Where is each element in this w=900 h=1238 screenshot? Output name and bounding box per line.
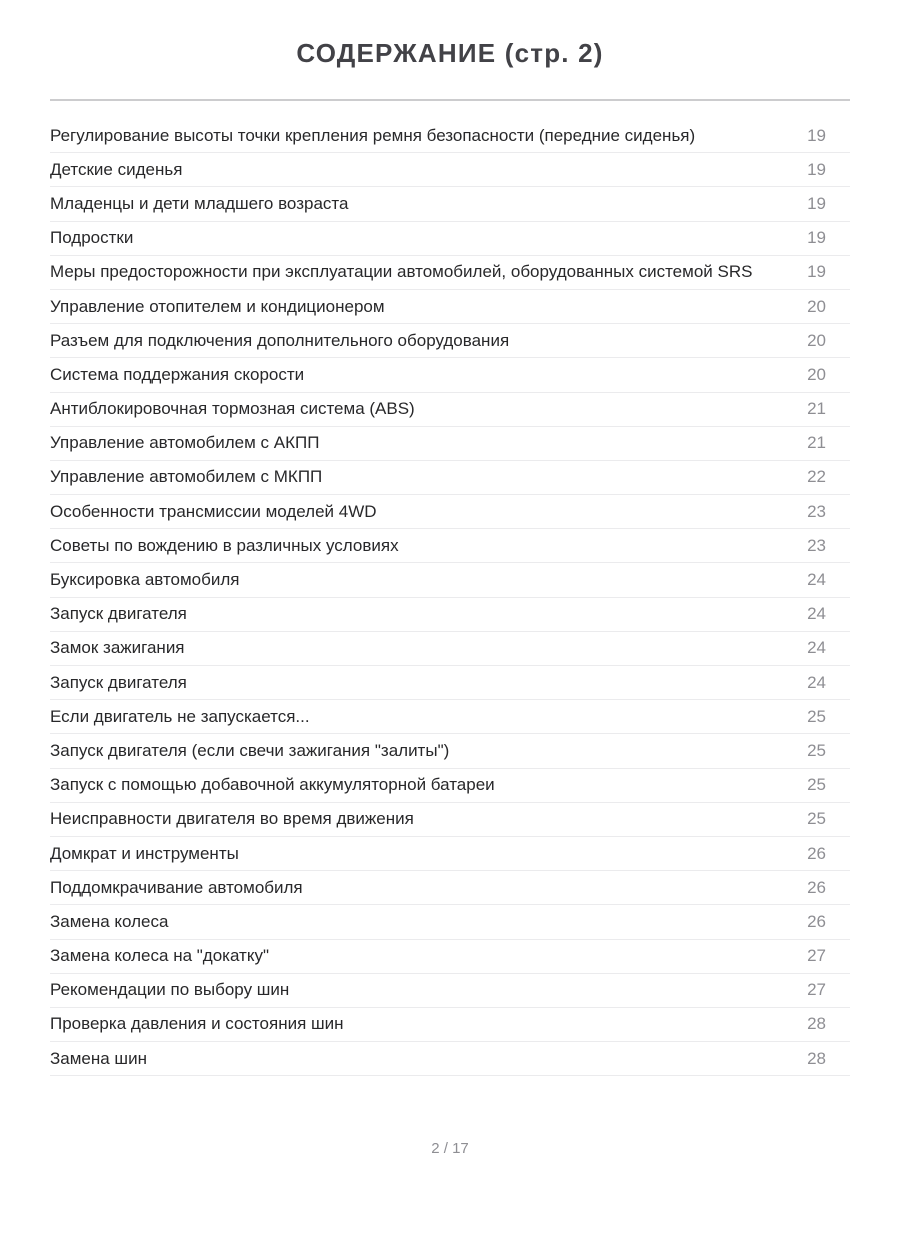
- toc-entry-title: Детские сиденья: [50, 159, 183, 179]
- toc-entry-page: 21: [807, 399, 826, 419]
- toc-row[interactable]: [50, 632, 850, 666]
- toc-entry-title: Подростки: [50, 228, 134, 248]
- toc-entry-page: 25: [807, 740, 826, 760]
- toc-entry-title: Регулирование высоты точки крепления ремня безопасности (передние сиденья): [50, 125, 696, 145]
- toc-entry-page: 23: [807, 535, 826, 555]
- toc-row[interactable]: [50, 837, 850, 871]
- toc-entry-title: Замена шин: [50, 1048, 147, 1068]
- toc-entry-page: 26: [807, 877, 826, 897]
- toc-row[interactable]: [50, 358, 850, 392]
- toc-entry-page: 22: [807, 467, 826, 487]
- toc-row[interactable]: [50, 563, 850, 597]
- toc-entry-title: Рекомендации по выбору шин: [50, 980, 290, 1000]
- toc-row[interactable]: [50, 529, 850, 563]
- toc-entry-page: 19: [807, 228, 826, 248]
- toc-entry-page: 20: [807, 330, 826, 350]
- toc-entry-title: Проверка давления и состояния шин: [50, 1014, 344, 1034]
- toc-entry-title: Меры предосторожности при эксплуатации автомобилей, оборудованных системой SRS: [50, 262, 753, 282]
- toc-row[interactable]: [50, 905, 850, 939]
- toc-entry-title: Советы по вождению в различных условиях: [50, 535, 399, 555]
- toc-entry-page: 27: [807, 980, 826, 1000]
- toc-entry-page: 24: [807, 638, 826, 658]
- toc-entry-page: 19: [807, 262, 826, 282]
- toc-row[interactable]: [50, 461, 850, 495]
- toc-entry-title: Если двигатель не запускается...: [50, 706, 310, 726]
- toc-entry-title: Система поддержания скорости: [50, 364, 305, 384]
- toc-entry-page: 25: [807, 706, 826, 726]
- toc-row[interactable]: [50, 1042, 850, 1076]
- toc-entry-title: Запуск двигателя: [50, 604, 187, 624]
- toc-entry-title: Младенцы и дети младшего возраста: [50, 193, 349, 213]
- toc-entry-page: 28: [807, 1014, 826, 1034]
- toc-row[interactable]: [50, 393, 850, 427]
- toc-row[interactable]: [50, 495, 850, 529]
- toc-entry-title: Домкрат и инструменты: [50, 843, 239, 863]
- toc-entry-title: Запуск с помощью добавочной аккумуляторной батареи: [50, 775, 495, 795]
- toc-entry-title: Управление автомобилем с АКПП: [50, 433, 320, 453]
- toc-entry-title: Буксировка автомобиля: [50, 570, 240, 590]
- page-indicator: 2 / 17: [431, 1140, 469, 1158]
- toc-entry-title: Замок зажигания: [50, 638, 185, 658]
- toc-entry-title: Особенности трансмиссии моделей 4WD: [50, 501, 377, 521]
- toc-entry-title: Запуск двигателя: [50, 672, 187, 692]
- toc-entry-title: Поддомкрачивание автомобиля: [50, 877, 303, 897]
- toc-entry-page: 19: [807, 159, 826, 179]
- toc-entry-title: Разъем для подключения дополнительного оборудования: [50, 330, 510, 350]
- toc-entry-page: 24: [807, 672, 826, 692]
- toc-entry-page: 25: [807, 809, 826, 829]
- toc-row[interactable]: [50, 119, 850, 153]
- title-divider: [50, 99, 850, 101]
- toc-list: [50, 119, 850, 1076]
- toc-row[interactable]: [50, 734, 850, 768]
- toc-entry-title: Замена колеса: [50, 911, 169, 931]
- toc-row[interactable]: [50, 222, 850, 256]
- toc-row[interactable]: [50, 1008, 850, 1042]
- toc-entry-page: 20: [807, 296, 826, 316]
- toc-row[interactable]: [50, 324, 850, 358]
- toc-entry-page: 19: [807, 125, 826, 145]
- toc-entry-page: 21: [807, 433, 826, 453]
- toc-entry-page: 19: [807, 193, 826, 213]
- toc-entry-page: 20: [807, 364, 826, 384]
- toc-row[interactable]: [50, 940, 850, 974]
- toc-entry-title: Неисправности двигателя во время движения: [50, 809, 414, 829]
- toc-entry-page: 24: [807, 604, 826, 624]
- toc-entry-title: Запуск двигателя (если свечи зажигания "залиты"): [50, 740, 450, 760]
- toc-entry-page: 28: [807, 1048, 826, 1068]
- page-title: СОДЕРЖАНИЕ (стр. 2): [296, 38, 604, 68]
- toc-row[interactable]: [50, 427, 850, 461]
- toc-entry-page: 24: [807, 570, 826, 590]
- toc-entry-title: Управление автомобилем с МКПП: [50, 467, 323, 487]
- toc-page: [0, 38, 900, 1157]
- toc-row[interactable]: [50, 598, 850, 632]
- toc-row[interactable]: [50, 153, 850, 187]
- toc-row[interactable]: [50, 666, 850, 700]
- toc-row[interactable]: [50, 290, 850, 324]
- toc-entry-title: Замена колеса на "докатку": [50, 946, 270, 966]
- toc-entry-page: 26: [807, 911, 826, 931]
- toc-row[interactable]: [50, 700, 850, 734]
- toc-entry-page: 26: [807, 843, 826, 863]
- toc-entry-page: 25: [807, 775, 826, 795]
- toc-row[interactable]: [50, 769, 850, 803]
- toc-entry-page: 23: [807, 501, 826, 521]
- toc-entry-title: Антиблокировочная тормозная система (ABS): [50, 399, 415, 419]
- toc-entry-title: Управление отопителем и кондиционером: [50, 296, 385, 316]
- toc-row[interactable]: [50, 871, 850, 905]
- toc-entry-page: 27: [807, 946, 826, 966]
- toc-row[interactable]: [50, 187, 850, 221]
- toc-row[interactable]: [50, 803, 850, 837]
- toc-row[interactable]: [50, 974, 850, 1008]
- toc-row[interactable]: [50, 256, 850, 290]
